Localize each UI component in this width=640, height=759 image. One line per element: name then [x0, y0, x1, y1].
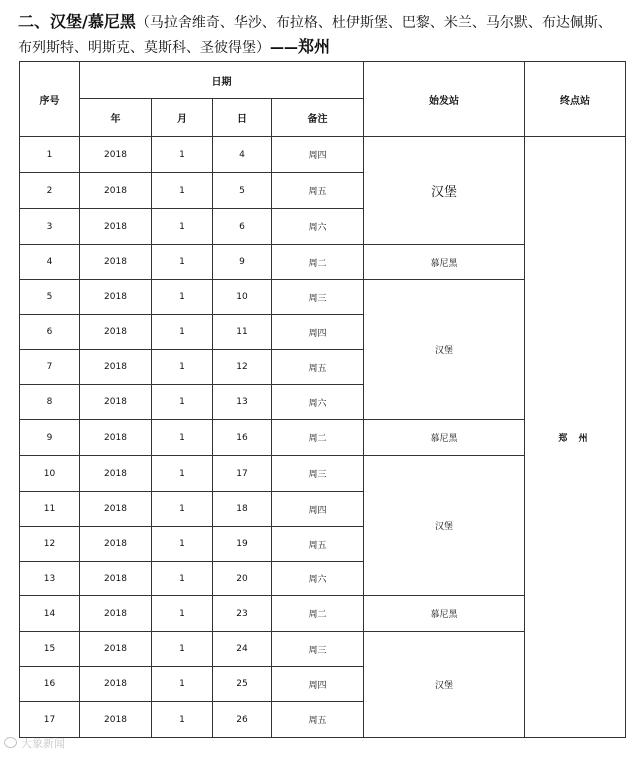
cell-year: 2018	[80, 385, 152, 420]
cell-year: 2018	[80, 527, 152, 562]
cell-note: 周三	[272, 632, 364, 667]
heading-cities-line1: （马拉舍维奇、华沙、布拉格、杜伊斯堡、巴黎、米兰、马尔默、布达佩斯、	[135, 15, 612, 31]
watermark-text: 大象新闻	[21, 737, 65, 750]
heading-title: 二、汉堡/慕尼黑	[18, 12, 136, 31]
heading-cities-line2: 布列斯特、明斯克、莫斯科、圣彼得堡）	[18, 40, 270, 56]
cell-note: 周六	[272, 209, 364, 245]
cell-day: 24	[213, 632, 272, 667]
cell-year: 2018	[80, 596, 152, 632]
cell-year: 2018	[80, 420, 152, 456]
header-terminal: 终点站	[525, 62, 626, 137]
train-schedule-table	[19, 61, 626, 738]
cell-seq: 16	[20, 667, 80, 702]
cell-seq: 12	[20, 527, 80, 562]
cell-day: 6	[213, 209, 272, 245]
cell-note: 周二	[272, 596, 364, 632]
cell-day: 11	[213, 315, 272, 350]
cell-month: 1	[152, 245, 213, 280]
cell-note: 周五	[272, 350, 364, 385]
cell-note: 周六	[272, 385, 364, 420]
cell-note: 周四	[272, 492, 364, 527]
origin-station: 汉堡	[364, 137, 525, 245]
cell-note: 周二	[272, 420, 364, 456]
cell-year: 2018	[80, 173, 152, 209]
table-row	[20, 137, 626, 173]
cell-note: 周六	[272, 562, 364, 596]
cell-note: 周五	[272, 702, 364, 738]
cell-seq: 9	[20, 420, 80, 456]
cell-seq: 15	[20, 632, 80, 667]
cell-note: 周二	[272, 245, 364, 280]
cell-month: 1	[152, 137, 213, 173]
cell-year: 2018	[80, 137, 152, 173]
cell-year: 2018	[80, 350, 152, 385]
cell-seq: 1	[20, 137, 80, 173]
cell-seq: 2	[20, 173, 80, 209]
cell-note: 周五	[272, 527, 364, 562]
header-month: 月	[152, 99, 213, 137]
origin-station: 慕尼黑	[364, 420, 525, 456]
cell-month: 1	[152, 702, 213, 738]
cell-day: 16	[213, 420, 272, 456]
header-day: 日	[213, 99, 272, 137]
cell-month: 1	[152, 596, 213, 632]
cell-year: 2018	[80, 492, 152, 527]
cell-note: 周四	[272, 667, 364, 702]
watermark	[4, 735, 65, 751]
cell-day: 5	[213, 173, 272, 209]
cell-day: 25	[213, 667, 272, 702]
header-date: 日期	[80, 62, 364, 99]
header-year: 年	[80, 99, 152, 137]
cell-month: 1	[152, 350, 213, 385]
cell-year: 2018	[80, 702, 152, 738]
cell-year: 2018	[80, 315, 152, 350]
cell-day: 13	[213, 385, 272, 420]
cell-month: 1	[152, 562, 213, 596]
cell-seq: 4	[20, 245, 80, 280]
cell-month: 1	[152, 420, 213, 456]
cell-month: 1	[152, 527, 213, 562]
cell-month: 1	[152, 385, 213, 420]
cell-month: 1	[152, 632, 213, 667]
cell-seq: 7	[20, 350, 80, 385]
origin-station: 慕尼黑	[364, 596, 525, 632]
cell-day: 12	[213, 350, 272, 385]
cell-year: 2018	[80, 280, 152, 315]
cell-year: 2018	[80, 667, 152, 702]
cell-day: 18	[213, 492, 272, 527]
cell-year: 2018	[80, 562, 152, 596]
cell-seq: 8	[20, 385, 80, 420]
cell-seq: 13	[20, 562, 80, 596]
cell-seq: 14	[20, 596, 80, 632]
cell-month: 1	[152, 315, 213, 350]
header-origin: 始发站	[364, 62, 525, 137]
weibo-icon	[4, 737, 17, 748]
cell-note: 周四	[272, 315, 364, 350]
header-note: 备注	[272, 99, 364, 137]
origin-station: 汉堡	[364, 632, 525, 738]
cell-day: 9	[213, 245, 272, 280]
cell-day: 10	[213, 280, 272, 315]
cell-seq: 11	[20, 492, 80, 527]
cell-seq: 10	[20, 456, 80, 492]
heading-dash: ——	[270, 40, 298, 56]
cell-day: 23	[213, 596, 272, 632]
cell-year: 2018	[80, 209, 152, 245]
terminal-station: 郑 州	[525, 137, 626, 738]
document-heading	[18, 10, 628, 60]
cell-year: 2018	[80, 245, 152, 280]
cell-day: 4	[213, 137, 272, 173]
cell-seq: 3	[20, 209, 80, 245]
cell-note: 周四	[272, 137, 364, 173]
origin-station: 汉堡	[364, 456, 525, 596]
header-seq: 序号	[20, 62, 80, 137]
cell-day: 19	[213, 527, 272, 562]
cell-month: 1	[152, 492, 213, 527]
cell-month: 1	[152, 456, 213, 492]
cell-day: 20	[213, 562, 272, 596]
cell-year: 2018	[80, 632, 152, 667]
cell-seq: 6	[20, 315, 80, 350]
cell-note: 周三	[272, 456, 364, 492]
cell-note: 周五	[272, 173, 364, 209]
heading-destination: 郑州	[298, 37, 331, 56]
cell-day: 17	[213, 456, 272, 492]
origin-station: 汉堡	[364, 280, 525, 420]
cell-note: 周三	[272, 280, 364, 315]
cell-month: 1	[152, 667, 213, 702]
cell-year: 2018	[80, 456, 152, 492]
cell-month: 1	[152, 173, 213, 209]
cell-seq: 5	[20, 280, 80, 315]
cell-day: 26	[213, 702, 272, 738]
cell-month: 1	[152, 209, 213, 245]
cell-month: 1	[152, 280, 213, 315]
origin-station: 慕尼黑	[364, 245, 525, 280]
cell-seq: 17	[20, 702, 80, 738]
